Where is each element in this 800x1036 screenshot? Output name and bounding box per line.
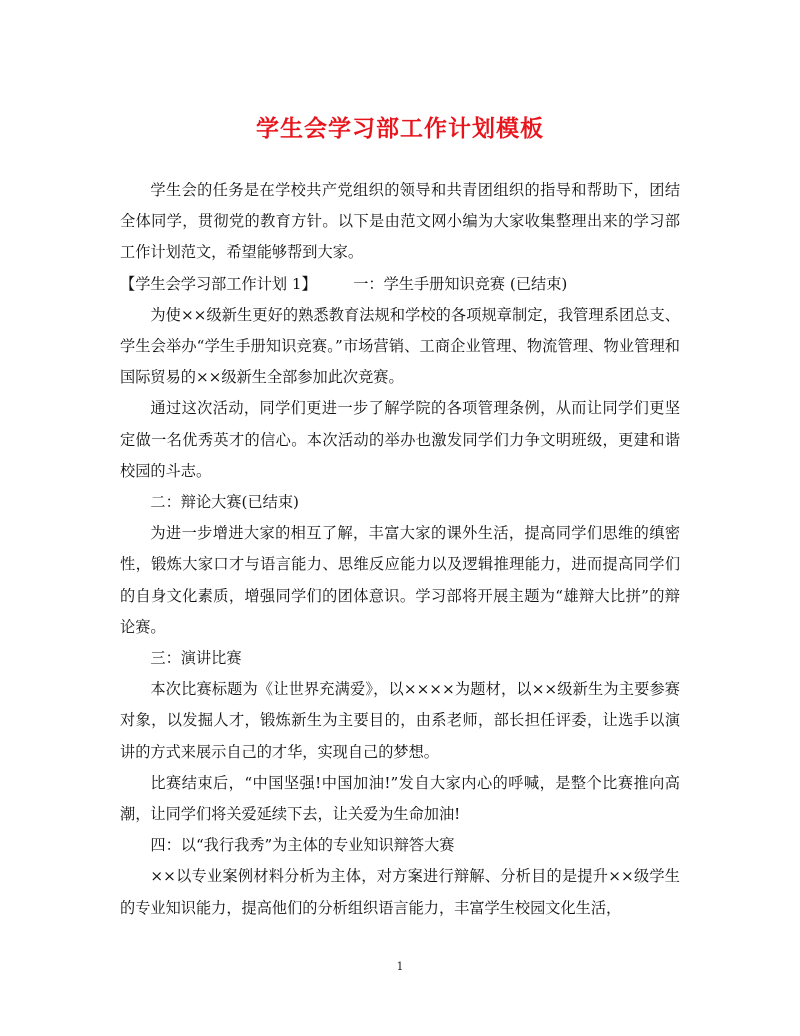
document-body [120, 175, 680, 924]
section-heading-1: 一：学生手册知识竞赛 (已结束) [353, 274, 568, 293]
page-number: 1 [396, 960, 404, 973]
section-heading-4: 四：以“我行我秀”为主体的专业知识辩答大赛 [150, 836, 455, 855]
document-title: 学生会学习部工作计划模板 [256, 115, 544, 142]
paragraph-competition-result: 通过这次活动，同学们更进一步了解学院的各项管理条例，从而让同学们更坚定做一名优秀英才的信心。本次活动的举办也激发同学们力争文明班级，更建和谐校园的斗志。 [120, 399, 680, 480]
plan-heading: 【学生会学习部工作计划 1】 [120, 274, 317, 293]
section-heading-3: 三：演讲比赛 [150, 649, 242, 668]
paragraph-competition: 为使××级新生更好的熟悉教育法规和学校的各项规章制定，我管理系团总支、学生会举办“学生手册知识竞赛。”市场营销、工商企业管理、物流管理、物业管理和国际贸易的××级新生全部参加此次竞赛。 [120, 305, 680, 387]
paragraph-speech: 本次比赛标题为《让世界充满爱》，以××××为题材，以××级新生为主要参赛对象，以发掘人才，锻炼新生为主要目的，由系老师，部长担任评委，让选手以演讲的方式来展示自己的才华，实现自己的梦想。 [120, 680, 680, 761]
paragraph-debate: 为进一步增进大家的相互了解，丰富大家的课外生活，提高同学们思维的缜密性，锻炼大家口才与语言能力、思维反应能力以及逻辑推理能力，进而提高同学们的自身文化素质，增强同学们的团体意识。学习部将开展主题为“雄辩大比拼”的辩论赛。 [120, 524, 680, 636]
section-heading-2: 二：辩论大赛(已结束) [150, 493, 299, 512]
plan-heading-line [120, 269, 680, 300]
intro-paragraph: 学生会的任务是在学校共产党组织的领导和共青团组织的指导和帮助下，团结全体同学，贯彻党的教育方针。以下是由范文网小编为大家收集整理出来的学习部工作计划范文，希望能够帮到大家。 [120, 181, 680, 262]
paragraph-knowledge-contest: ××以专业案例材料分析为主体，对方案进行辩解、分析目的是提升××级学生的专业知识能力，提高他们的分析组织语言能力，丰富学生校园文化生活， [120, 867, 680, 917]
paragraph-speech-result: 比赛结束后，“中国坚强!中国加油!”发自大家内心的呼喊，是整个比赛推向高潮，让同学们将关爱延续下去，让关爱为生命加油! [120, 773, 680, 824]
